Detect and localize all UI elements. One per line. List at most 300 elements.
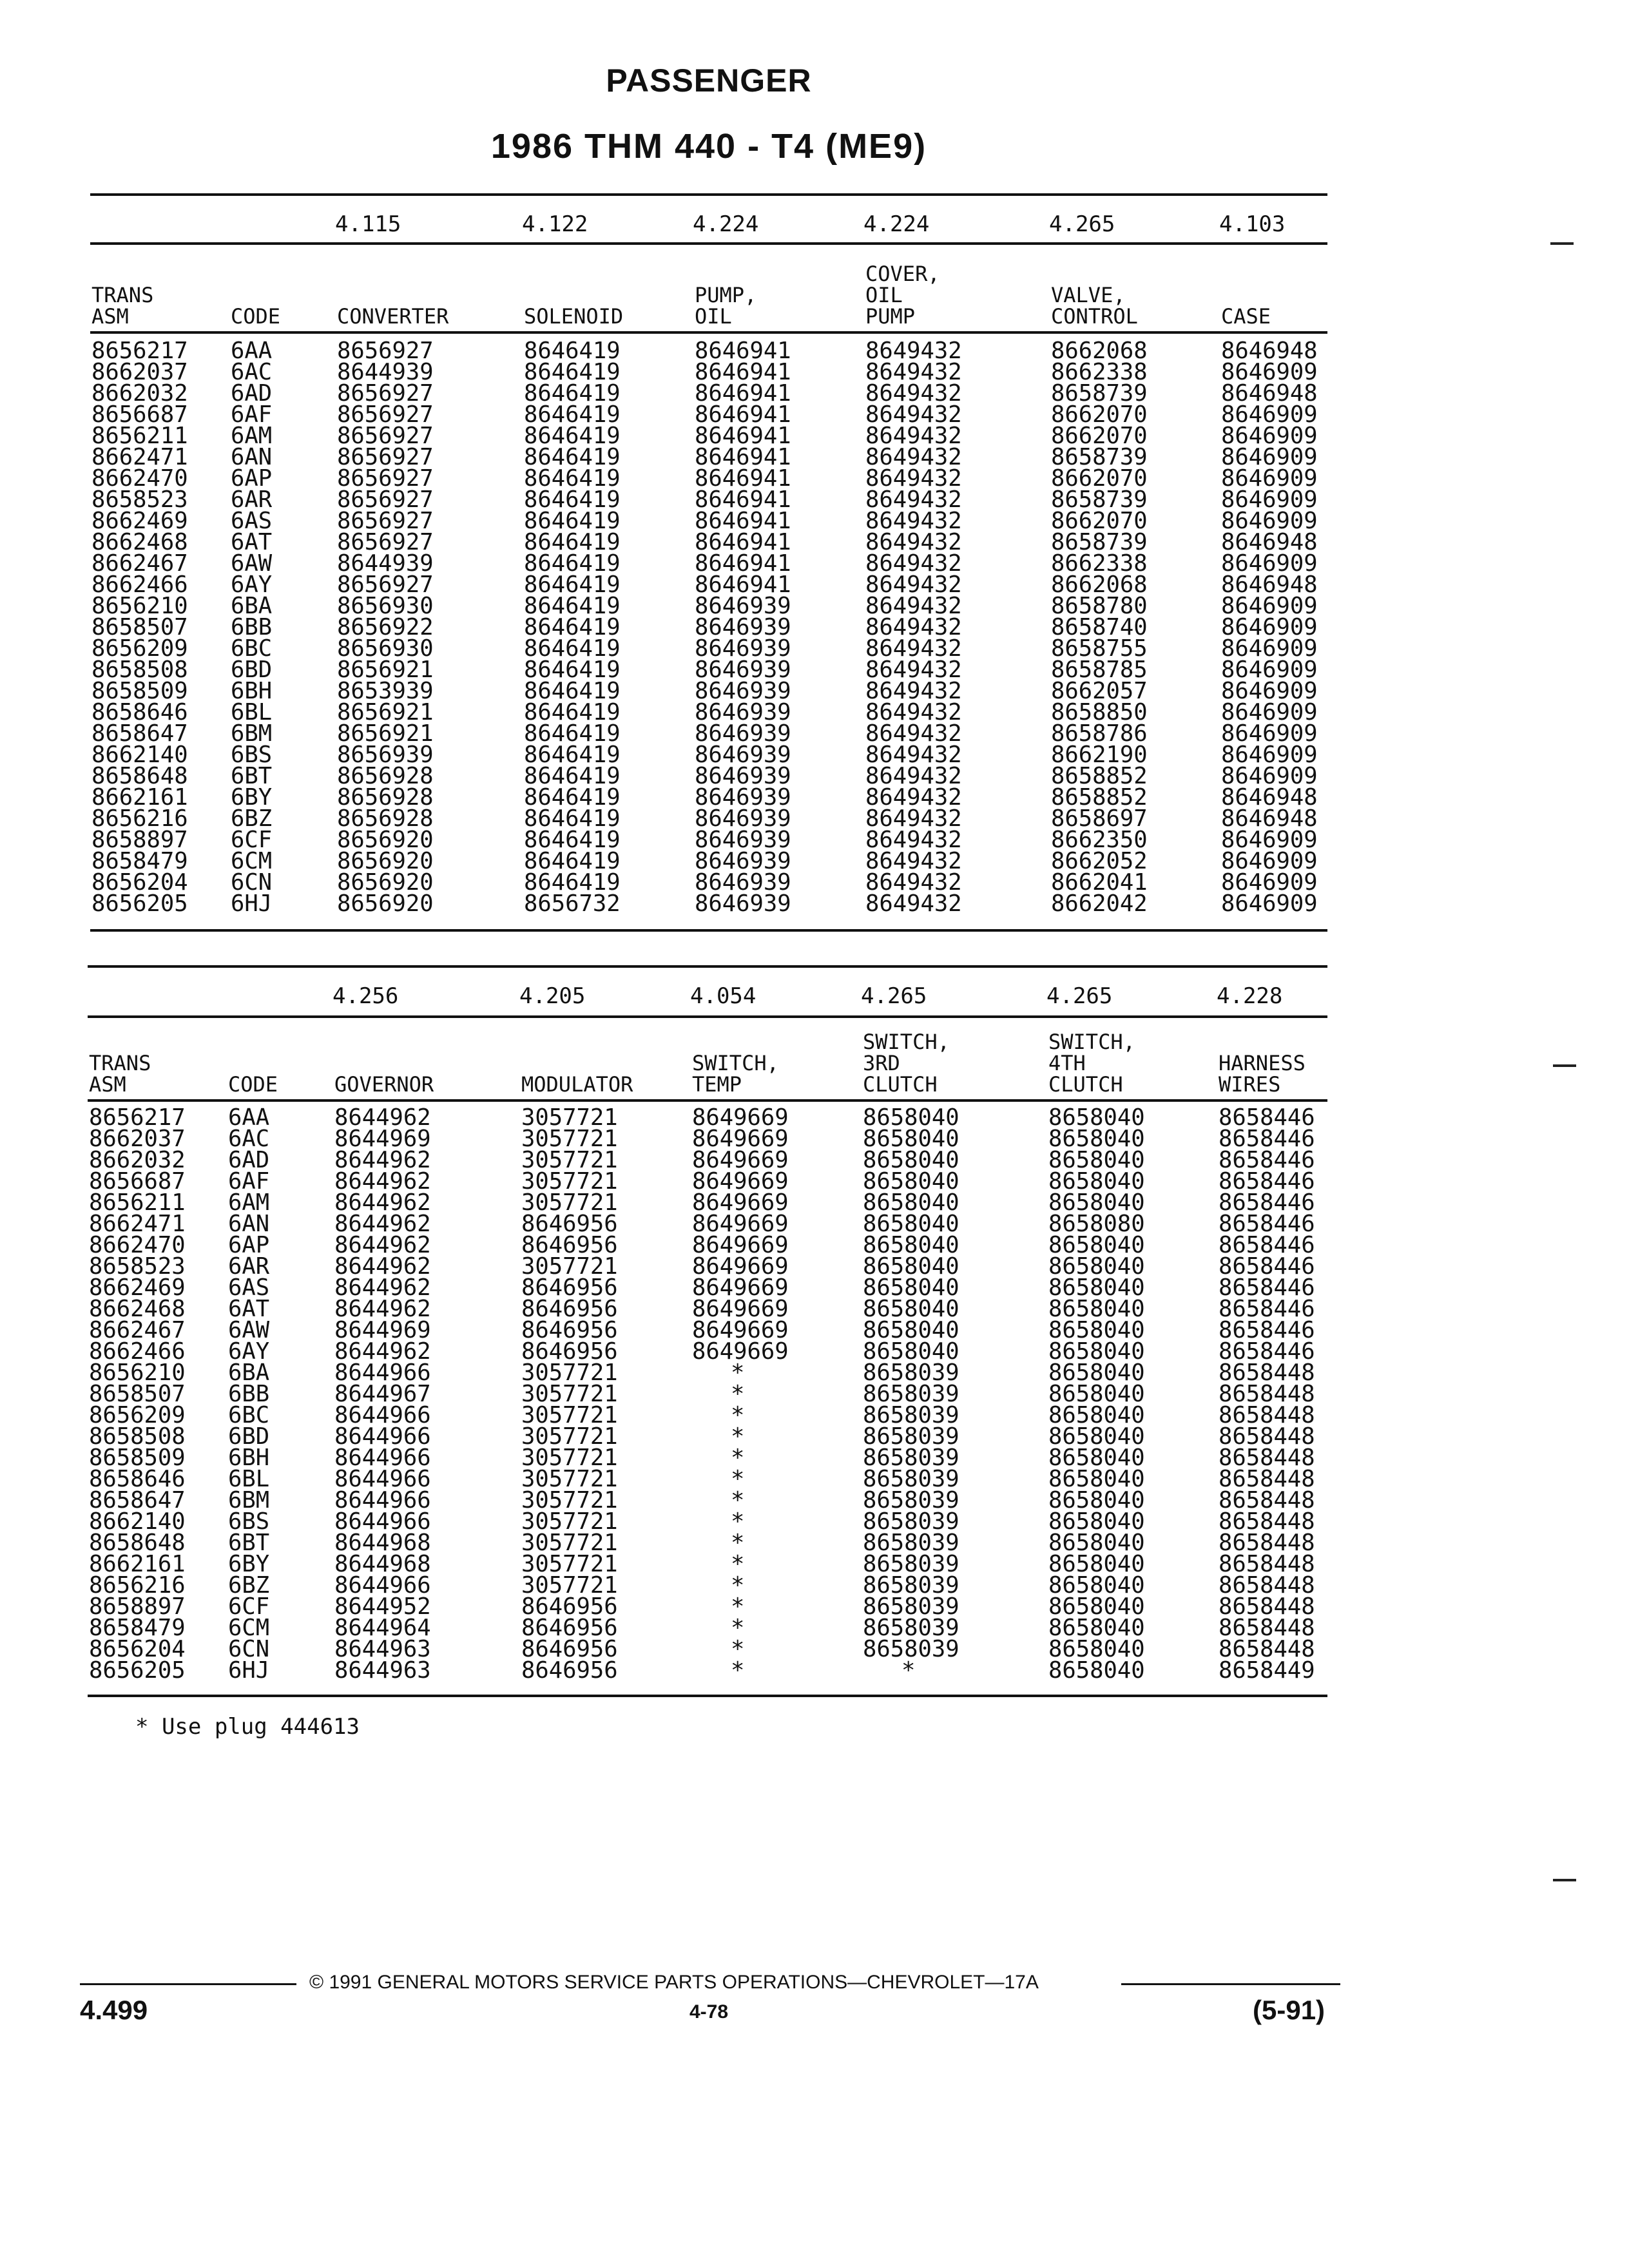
table2-cell: 8658523 [89, 1253, 186, 1280]
table2-cell: 8656211 [89, 1189, 186, 1216]
page-number-left: 4.499 [80, 1995, 148, 2025]
table1-cell: 8649432 [865, 827, 962, 853]
table2-cell: 8658039 [863, 1402, 959, 1428]
table2-cell: 8658040 [1048, 1402, 1145, 1428]
table1-cell: 8646941 [695, 486, 791, 513]
table1-cell: 6AY [231, 572, 273, 598]
table2-cell: 8644962 [334, 1274, 431, 1301]
table2-header: SWITCH, 4TH CLUTCH [1048, 1030, 1135, 1097]
table1-cell: 8649432 [865, 359, 962, 385]
table2-cell: 8656210 [89, 1360, 186, 1386]
table2-cell: 8658479 [89, 1615, 186, 1641]
table1-cell: 8658646 [92, 699, 188, 726]
table2-cell: 8644966 [334, 1402, 431, 1428]
table1-cell: 8646939 [695, 890, 791, 917]
table2-cell: 8658040 [1048, 1615, 1145, 1641]
table2-cell: 8658446 [1219, 1338, 1315, 1365]
table2-ref: 4.265 [1046, 983, 1113, 1009]
table1-cell: 8649432 [865, 401, 962, 428]
table2-cell: 8658040 [863, 1232, 959, 1258]
table1-cell: 8646939 [695, 827, 791, 853]
table1-cell: 8646419 [524, 827, 621, 853]
table2-cell: 8646956 [521, 1636, 618, 1662]
table2-cell: 8658040 [863, 1104, 959, 1131]
table2-cell: 8656205 [89, 1657, 186, 1684]
table1-cell: 8662070 [1051, 465, 1148, 492]
table1-cell: 8646419 [524, 359, 621, 385]
table2-cell: 6AD [228, 1147, 270, 1173]
table2-cell: 8658040 [863, 1317, 959, 1343]
table2-cell: * [731, 1508, 745, 1535]
table2-cell: 8646956 [521, 1211, 618, 1237]
table2-cell: 8656687 [89, 1168, 186, 1195]
table2-cell: 8662470 [89, 1232, 186, 1258]
table1-cell: 8646909 [1221, 401, 1318, 428]
table1-cell: 8646419 [524, 869, 621, 896]
table2-cell: 8658646 [89, 1466, 186, 1492]
table1-cell: 8662140 [92, 742, 188, 768]
table1-cell: 8646939 [695, 635, 791, 662]
table1-cell: 8646939 [695, 657, 791, 683]
table2-cell: 8649669 [692, 1296, 789, 1322]
table1-cell: 8646939 [695, 699, 791, 726]
table2-cell: 6BM [228, 1487, 270, 1514]
table1-cell: 8649432 [865, 657, 962, 683]
table1-cell: 8658897 [92, 827, 188, 853]
table2-ref-row [88, 983, 1325, 1009]
margin-mark [1550, 242, 1574, 245]
table2-cell: 8662037 [89, 1126, 186, 1152]
table1-cell: 8646941 [695, 380, 791, 407]
table2-cell: 8644962 [334, 1189, 431, 1216]
table1-cell: 8658852 [1051, 784, 1148, 811]
table2-cell: 8658446 [1219, 1253, 1315, 1280]
table1-cell: 8646419 [524, 742, 621, 768]
table2-cell: 8658448 [1219, 1551, 1315, 1577]
table2-cell: 6HJ [228, 1657, 270, 1684]
table1-cell: 8658780 [1051, 593, 1148, 619]
table2-cell: * [731, 1402, 745, 1428]
table2-cell: 8646956 [521, 1657, 618, 1684]
table1-cell: 8662471 [92, 444, 188, 470]
table1-cell: 8656930 [337, 593, 434, 619]
table1-cell: 8662041 [1051, 869, 1148, 896]
table2-cell: 8658040 [1048, 1636, 1145, 1662]
table1-cell: 8646909 [1221, 763, 1318, 789]
table1-ref: 4.103 [1219, 211, 1286, 237]
table2-cell: * [731, 1530, 745, 1556]
table1-cell: 8658739 [1051, 380, 1148, 407]
table2-cell: 8644964 [334, 1615, 431, 1641]
table1-cell: 8646941 [695, 423, 791, 449]
table2-cell: 8658448 [1219, 1381, 1315, 1407]
table2-cell: 8658039 [863, 1551, 959, 1577]
table2-cell: 8658040 [863, 1338, 959, 1365]
table1-header: COVER, OIL PUMP [865, 262, 940, 329]
table1-cell: 8649432 [865, 784, 962, 811]
table1-cell: 8656687 [92, 401, 188, 428]
table2-cell: 8644963 [334, 1636, 431, 1662]
table1-cell: 8656927 [337, 444, 434, 470]
table1-cell: 8649432 [865, 593, 962, 619]
table1-cell: 8656921 [337, 657, 434, 683]
table1-cell: 6AT [231, 529, 273, 555]
table1-cell: 8662338 [1051, 550, 1148, 577]
table2-cell: 8658448 [1219, 1487, 1315, 1514]
table1-cell: 8662070 [1051, 401, 1148, 428]
table2-cell: 8658509 [89, 1445, 186, 1471]
table2-cell: 8658446 [1219, 1168, 1315, 1195]
table1-cell: 8646419 [524, 593, 621, 619]
table1-cell: 8658697 [1051, 805, 1148, 832]
table1-cell: 8649432 [865, 423, 962, 449]
table1-cell: 8646941 [695, 465, 791, 492]
table2-cell: 3057721 [521, 1381, 618, 1407]
table1-cell: 8649432 [865, 380, 962, 407]
table1-cell: 8649432 [865, 890, 962, 917]
table1-cell: 8646941 [695, 444, 791, 470]
table2-cell: 8646956 [521, 1593, 618, 1620]
table1-cell: 8656927 [337, 465, 434, 492]
table2-cell: * [731, 1593, 745, 1620]
table2-cell: 6AP [228, 1232, 270, 1258]
table2-cell: 6CN [228, 1636, 270, 1662]
table1-cell: 8646909 [1221, 678, 1318, 704]
table1-cell: 8649432 [865, 508, 962, 534]
table1-cell: 8646948 [1221, 784, 1318, 811]
table2-cell: 8658507 [89, 1381, 186, 1407]
table1-cell: 8662042 [1051, 890, 1148, 917]
table1-cell: 8646948 [1221, 338, 1318, 364]
table2-header: TRANS ASM [89, 1051, 151, 1097]
table2-cell: 3057721 [521, 1445, 618, 1471]
table2-cell: 6AA [228, 1104, 270, 1131]
table1-cell: 8646419 [524, 486, 621, 513]
table2-cell: 8644966 [334, 1360, 431, 1386]
table1-cell: 6BZ [231, 805, 273, 832]
footer-rule-right [1121, 1983, 1340, 1985]
table2-cell: 8658446 [1219, 1232, 1315, 1258]
margin-mark [1553, 1064, 1576, 1067]
table1-cell: 8644939 [337, 550, 434, 577]
table1-cell: 8658508 [92, 657, 188, 683]
table1-cell: 8662338 [1051, 359, 1148, 385]
table2-cell: 8658040 [1048, 1487, 1145, 1514]
table2-cell: 6AC [228, 1126, 270, 1152]
table2-cell: 8658040 [863, 1189, 959, 1216]
table2-cell: 8658040 [863, 1126, 959, 1152]
table2-cell: 8662161 [89, 1551, 186, 1577]
table1-cell: 8649432 [865, 678, 962, 704]
table2-cell: 3057721 [521, 1189, 618, 1216]
table2-cell: 8662140 [89, 1508, 186, 1535]
table2-cell: 3057721 [521, 1551, 618, 1577]
table1-cell: 8662350 [1051, 827, 1148, 853]
table2-cell: 8658040 [1048, 1296, 1145, 1322]
table1-cell: 6CN [231, 869, 273, 896]
table2-cell: * [731, 1572, 745, 1599]
table1-cell: 8649432 [865, 720, 962, 747]
table1-cell: 8646939 [695, 720, 791, 747]
table2-cell: 8662469 [89, 1274, 186, 1301]
table1-cell: 8646909 [1221, 486, 1318, 513]
table1-cell: 8646909 [1221, 550, 1318, 577]
table1-cell: 8656930 [337, 635, 434, 662]
table2-cell: 8658446 [1219, 1317, 1315, 1343]
table1-cell: 8646419 [524, 550, 621, 577]
copyright: © 1991 GENERAL MOTORS SERVICE PARTS OPERATIONS—CHEVROLET—17A [309, 1972, 1039, 1993]
table1-cell: 6AD [231, 380, 273, 407]
table2-cell: 8644966 [334, 1466, 431, 1492]
table1-cell: 8662161 [92, 784, 188, 811]
table1-cell: 8658479 [92, 848, 188, 874]
table2-cell: 6AS [228, 1274, 270, 1301]
page-title: PASSENGER [606, 62, 812, 99]
table1-cell: 8656217 [92, 338, 188, 364]
table2-cell: 3057721 [521, 1487, 618, 1514]
table2-cell: 8644966 [334, 1572, 431, 1599]
table1-cell: 8658509 [92, 678, 188, 704]
table2-cell: 8658040 [1048, 1551, 1145, 1577]
table1-cell: 8656204 [92, 869, 188, 896]
table1-cell: 8656920 [337, 890, 434, 917]
table1-cell: 8646419 [524, 401, 621, 428]
table2-cell: 3057721 [521, 1360, 618, 1386]
table2-cell: 8644962 [334, 1232, 431, 1258]
table1-cell: 6BS [231, 742, 273, 768]
table2-cell: 8658040 [1048, 1317, 1145, 1343]
table2-cell: 8658040 [863, 1274, 959, 1301]
table2-cell: 8649669 [692, 1168, 789, 1195]
table2-cell: * [731, 1487, 745, 1514]
table1-header: CODE [231, 304, 281, 329]
table2-header-row [88, 1018, 1325, 1095]
table2-cell: 6BL [228, 1466, 270, 1492]
table1-cell: 8646939 [695, 869, 791, 896]
table1-cell: 8656927 [337, 508, 434, 534]
table1-ref: 4.115 [335, 211, 401, 237]
table1-cell: 8658739 [1051, 444, 1148, 470]
table1-cell: 8649432 [865, 635, 962, 662]
table1-cell: 8646419 [524, 338, 621, 364]
table1-cell: 8646909 [1221, 593, 1318, 619]
table2-cell: 8662032 [89, 1147, 186, 1173]
table1-cell: 8662467 [92, 550, 188, 577]
table2-cell: 6BT [228, 1530, 270, 1556]
table2-header: SWITCH, 3RD CLUTCH [863, 1030, 950, 1097]
table2-cell: * [731, 1423, 745, 1450]
table2-cell: 8658448 [1219, 1402, 1315, 1428]
table1-cell: 8646909 [1221, 848, 1318, 874]
table1-cell: 8646948 [1221, 572, 1318, 598]
table1-cell: 8649432 [865, 572, 962, 598]
table1-cell: 8646419 [524, 848, 621, 874]
table2-cell: 8646956 [521, 1274, 618, 1301]
table1-cell: 8662469 [92, 508, 188, 534]
table2-cell: 8649669 [692, 1126, 789, 1152]
table2-cell: 6AF [228, 1168, 270, 1195]
table2-ref: 4.054 [690, 983, 757, 1009]
table2-cell: 3057721 [521, 1126, 618, 1152]
table2-cell: 8658040 [1048, 1360, 1145, 1386]
table2-cell: 8658039 [863, 1381, 959, 1407]
table1-cell: 8662190 [1051, 742, 1148, 768]
table2-ref: 4.205 [519, 983, 586, 1009]
table1-cell: 6BH [231, 678, 273, 704]
table2-cell: 8658446 [1219, 1211, 1315, 1237]
table1-cell: 8646909 [1221, 444, 1318, 470]
table1-cell: 8646941 [695, 359, 791, 385]
table1-cell: 6BY [231, 784, 273, 811]
table2-cell: 8658039 [863, 1572, 959, 1599]
table1-cell: 8656920 [337, 869, 434, 896]
table1-cell: 8646419 [524, 444, 621, 470]
footnote: * Use plug 444613 [135, 1714, 360, 1740]
table2-cell: * [731, 1636, 745, 1662]
page-date: (5-91) [1253, 1995, 1325, 2025]
table2-cell: 8662468 [89, 1296, 186, 1322]
table1-cell: 8662470 [92, 465, 188, 492]
table2-cell: 8658040 [863, 1211, 959, 1237]
table2-cell: 8662471 [89, 1211, 186, 1237]
table2-cell: 8658039 [863, 1445, 959, 1471]
table2-cell: 8658040 [1048, 1657, 1145, 1684]
table1-cell: 6AR [231, 486, 273, 513]
table1-cell: 6AM [231, 423, 273, 449]
table2-cell: 8658039 [863, 1508, 959, 1535]
table2-cell: 8658448 [1219, 1636, 1315, 1662]
table2-cell: 3057721 [521, 1104, 618, 1131]
table2-cell: 8656204 [89, 1636, 186, 1662]
table1-cell: 8656732 [524, 890, 621, 917]
table1-cell: 8646941 [695, 338, 791, 364]
table1-cell: 8656921 [337, 720, 434, 747]
table1-cell: 8656928 [337, 763, 434, 789]
table1-cell: 8646419 [524, 805, 621, 832]
table2-cell: 6AN [228, 1211, 270, 1237]
table2-cell: 8649669 [692, 1253, 789, 1280]
table1-cell: 8646419 [524, 423, 621, 449]
table2-cell: 8644966 [334, 1423, 431, 1450]
table1-cell: 8649432 [865, 869, 962, 896]
table2-header: GOVERNOR [334, 1072, 434, 1097]
table2-cell: 8644968 [334, 1530, 431, 1556]
table2-cell: * [731, 1381, 745, 1407]
table1-cell: 8646419 [524, 465, 621, 492]
table2-cell: 6AW [228, 1317, 270, 1343]
table1-ref: 4.122 [522, 211, 588, 237]
table1-cell: 8658740 [1051, 614, 1148, 640]
table2-cell: 8658897 [89, 1593, 186, 1620]
table1-header: PUMP, OIL [695, 283, 757, 329]
table1-cell: 8656921 [337, 699, 434, 726]
table2-cell: 8644968 [334, 1551, 431, 1577]
table1-cell: 8658647 [92, 720, 188, 747]
table1-cell: 8646948 [1221, 805, 1318, 832]
table2-cell: 8658040 [1048, 1445, 1145, 1471]
table2-cell: 8644962 [334, 1338, 431, 1365]
table1-cell: 8658739 [1051, 529, 1148, 555]
table2-cell: 8658040 [1048, 1572, 1145, 1599]
table2-cell: 8658448 [1219, 1593, 1315, 1620]
table1-cell: 6BL [231, 699, 273, 726]
table1-cell: 8649432 [865, 848, 962, 874]
table1-cell: 8646419 [524, 784, 621, 811]
table1-cell: 8662052 [1051, 848, 1148, 874]
table1-cell: 8649432 [865, 529, 962, 555]
table2-cell: 8644966 [334, 1445, 431, 1471]
table2-cell: 8649669 [692, 1338, 789, 1365]
table2-cell: 6AR [228, 1253, 270, 1280]
table2-cell: 3057721 [521, 1402, 618, 1428]
table1-header: CASE [1221, 304, 1271, 329]
table1-cell: 8646419 [524, 657, 621, 683]
table2-cell: 8644962 [334, 1211, 431, 1237]
table2-cell: 6AY [228, 1338, 270, 1365]
table2-cell: * [731, 1615, 745, 1641]
table1-cell: 6BC [231, 635, 273, 662]
table1-cell: 6AP [231, 465, 273, 492]
table1-cell: 8649432 [865, 699, 962, 726]
table2-cell: 8658040 [1048, 1126, 1145, 1152]
table1-cell: 8646941 [695, 550, 791, 577]
table1-cell: 8656922 [337, 614, 434, 640]
table2-row [88, 1657, 1325, 1684]
table2-cell: 8658448 [1219, 1508, 1315, 1535]
table2-cell: 8658446 [1219, 1296, 1315, 1322]
table2-cell: 8658040 [1048, 1232, 1145, 1258]
table2-cell: 3057721 [521, 1572, 618, 1599]
table1-cell: 8656209 [92, 635, 188, 662]
table2-cell: 8658040 [1048, 1274, 1145, 1301]
table1-cell: 8658786 [1051, 720, 1148, 747]
table2-header: CODE [228, 1072, 278, 1097]
table2-cell: 8646956 [521, 1615, 618, 1641]
table1-cell: 8649432 [865, 444, 962, 470]
table2-cell: 6CF [228, 1593, 270, 1620]
table1-cell: 8646948 [1221, 529, 1318, 555]
table2-cell: 8649669 [692, 1274, 789, 1301]
table2-cell: 8644962 [334, 1168, 431, 1195]
table1-cell: 6BD [231, 657, 273, 683]
table1-cell: 8646909 [1221, 423, 1318, 449]
table2-cell: 8658446 [1219, 1189, 1315, 1216]
table2-cell: 8658040 [1048, 1338, 1145, 1365]
table1-cell: 8646939 [695, 742, 791, 768]
table2-cell: 8658446 [1219, 1274, 1315, 1301]
table1-cell: 8662068 [1051, 338, 1148, 364]
table2-cell: 8644969 [334, 1317, 431, 1343]
table1-cell: 8646419 [524, 572, 621, 598]
table2-cell: 8644952 [334, 1593, 431, 1620]
table2-cell: 8646956 [521, 1338, 618, 1365]
table2-cell: 8644966 [334, 1508, 431, 1535]
table2-cell: * [731, 1551, 745, 1577]
table2-cell: 6BC [228, 1402, 270, 1428]
table2-cell: 8658448 [1219, 1466, 1315, 1492]
table2-cell: 8658040 [863, 1147, 959, 1173]
table2-cell: 8658040 [1048, 1423, 1145, 1450]
table2-cell: 8649669 [692, 1317, 789, 1343]
table2-cell: 8658508 [89, 1423, 186, 1450]
table1-cell: 8646909 [1221, 720, 1318, 747]
table1-ref: 4.224 [863, 211, 930, 237]
table2 [88, 0, 1325, 1701]
table2-cell: 8656216 [89, 1572, 186, 1599]
table2-cell: 8644969 [334, 1126, 431, 1152]
table2-cell: 6BY [228, 1551, 270, 1577]
table1-cell: 8646419 [524, 720, 621, 747]
